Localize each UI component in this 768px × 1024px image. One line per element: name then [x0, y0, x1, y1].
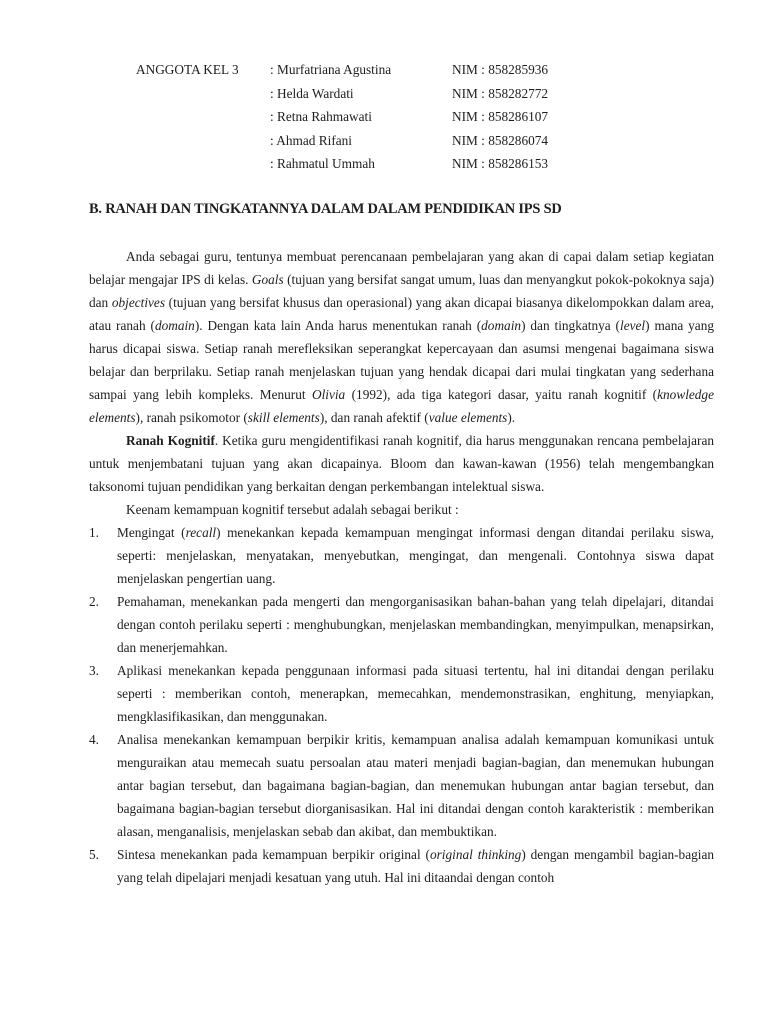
- text-run: ).: [507, 410, 516, 425]
- member-name: : Murfatriana Agustina: [270, 62, 392, 77]
- list-number: 2.: [89, 594, 99, 609]
- paragraph-intro: [89, 245, 714, 429]
- text-run: ), ranah psikomotor (: [135, 410, 248, 425]
- term-value-elements: value elements: [428, 410, 508, 425]
- list-item: [89, 590, 714, 659]
- member-name: : Ahmad Rifani: [270, 132, 352, 148]
- member-row: [136, 132, 696, 156]
- term-domain: domain: [154, 318, 195, 333]
- cognitive-abilities-list: [89, 521, 714, 889]
- member-nim: NIM : 858286074: [452, 132, 549, 148]
- list-item: [89, 728, 714, 843]
- member-row: [136, 85, 696, 109]
- text-run: Anda sebagai guru, tentunya membuat perencanaan pembelajaran yang akan di capai dalam setiap kegiatan belajar mengajar IPS di kelas.: [89, 249, 714, 287]
- member-nim: NIM : 858286153: [452, 156, 549, 172]
- text-run: ) mana yang harus dicapai siswa. Setiap ranah merefleksikan seperangkat kepercayaan dan asumsi mengenai bagaimana siswa belajar dan berprilaku. Setiap ranah menjelaskan tujuan yang hendak dicapai dari mulai tingkatan yang sederhana sampai yang lebih kompleks. Menurut: [89, 318, 715, 402]
- text-run: ). Dengan kata lain Anda harus menentukan ranah (: [194, 318, 482, 333]
- list-number: 4.: [89, 732, 99, 747]
- text-run: (tujuan yang bersifat khusus dan operasional) yang akan dicapai biasanya dikelompokkan dalam area, atau ranah (: [89, 295, 715, 333]
- list-number: 3.: [89, 663, 99, 678]
- text-run: ) menekankan kepada kemampuan mengingat informasi dengan ditandai perilaku siswa, seperti: menjelaskan, menyatakan, menyebutkan, mengingat, dan mengenali. Contohnya siswa dapat menjelaskan pengertian uang.: [117, 525, 714, 586]
- member-nim: NIM : 858285936: [452, 62, 549, 77]
- text-run: ) dan tingkatnya (: [521, 318, 620, 333]
- term-objectives: objectives: [111, 295, 166, 310]
- text-run: Analisa menekankan kemampuan berpikir kritis, kemampuan analisa adalah kemampuan komunikasi untuk menguraikan atau memecah suatu persoalan atau materi menjadi bagian-bagian, dan menemukan hubungan antar bagian tersebut, dan bagaimana bagian-bagian, dan menemukan hubungan antar bagian tersebut, dan bagaimana bagian-bagian tersebut diorganisasikan. Hal ini ditandai dengan contoh karakteristik : memberikan alasan, menganalisis, menjelaskan sebab dan akibat, dan membuktikan.: [117, 732, 714, 839]
- term-goals: Goals: [251, 272, 284, 287]
- list-number: 5.: [89, 847, 99, 862]
- text-run: Aplikasi menekankan kepada penggunaan informasi pada situasi tertentu, hal ini ditandai dengan perilaku seperti : memberikan contoh, menerapkan, memecahkan, mendemonstrasikan, enghitung, menyiapkan, mengklasifikasikan, dan menggunakan.: [117, 663, 714, 724]
- term-original-thinking: original thinking: [429, 847, 522, 862]
- member-row: [136, 108, 696, 132]
- term-level: level: [620, 318, 646, 333]
- term-ranah-kognitif: Ranah Kognitif: [126, 433, 215, 448]
- text-run: (1992), ada tiga kategori dasar, yaitu ranah kognitif (: [345, 387, 658, 402]
- list-item: [89, 659, 714, 728]
- member-name: : Retna Rahmawati: [270, 109, 372, 125]
- text-run: ), dan ranah afektif (: [319, 410, 429, 425]
- body-text: [89, 245, 714, 889]
- member-name: : Helda Wardati: [270, 85, 354, 101]
- text-run: ) dengan mengambil bagian-bagian yang telah dipelajari menjadi kesatuan yang utuh. Hal ini ditaandai dengan contoh: [117, 847, 714, 885]
- text-run: Mengingat (: [117, 525, 186, 540]
- list-number: 1.: [89, 525, 99, 540]
- member-row: [136, 61, 696, 85]
- term-recall: recall: [185, 525, 217, 540]
- member-row: [136, 155, 696, 179]
- paragraph-list-intro: Keenam kemampuan kognitif tersebut adalah sebagai berikut :: [126, 502, 459, 517]
- group-members-list: [136, 61, 696, 179]
- group-label: ANGGOTA KEL 3: [136, 62, 239, 77]
- term-olivia: Olivia: [311, 387, 346, 402]
- list-item: [89, 521, 714, 590]
- text-run: Pemahaman, menekankan pada mengerti dan mengorganisasikan bahan-bahan yang telah dipelajari, ditandai dengan contoh perilaku seperti : menghubungkan, menjelaskan membandingkan, menyimpulkan, menapsirkan, dan menerjemahkan.: [117, 594, 714, 655]
- section-heading: B. RANAH DAN TINGKATANNYA DALAM DALAM PENDIDIKAN IPS SD: [89, 201, 562, 217]
- member-name: : Rahmatul Ummah: [270, 156, 375, 172]
- member-nim: NIM : 858282772: [452, 85, 549, 101]
- text-run: (tujuan yang bersifat sangat umum, luas dan menyangkut pokok-pokoknya saja) dan: [89, 272, 715, 310]
- list-item: [89, 843, 714, 889]
- text-run: Sintesa menekankan pada kemampuan berpikir original (: [117, 847, 430, 862]
- term-skill-elements: skill elements: [247, 410, 320, 425]
- text-run: . Ketika guru mengidentifikasi ranah kognitif, dia harus menggunakan rencana pembelajaran untuk menjembatani tujuan yang akan dicapainya. Bloom dan kawan-kawan (1956) telah mengembangkan taksonomi tujuan pendidikan yang berkaitan dengan perkembangan intelektual siswa.: [89, 433, 714, 494]
- paragraph-ranah-kognitif: [89, 429, 714, 498]
- member-nim: NIM : 858286107: [452, 109, 549, 125]
- term-knowledge-elements: knowledge elements: [89, 387, 714, 425]
- term-domain: domain: [481, 318, 522, 333]
